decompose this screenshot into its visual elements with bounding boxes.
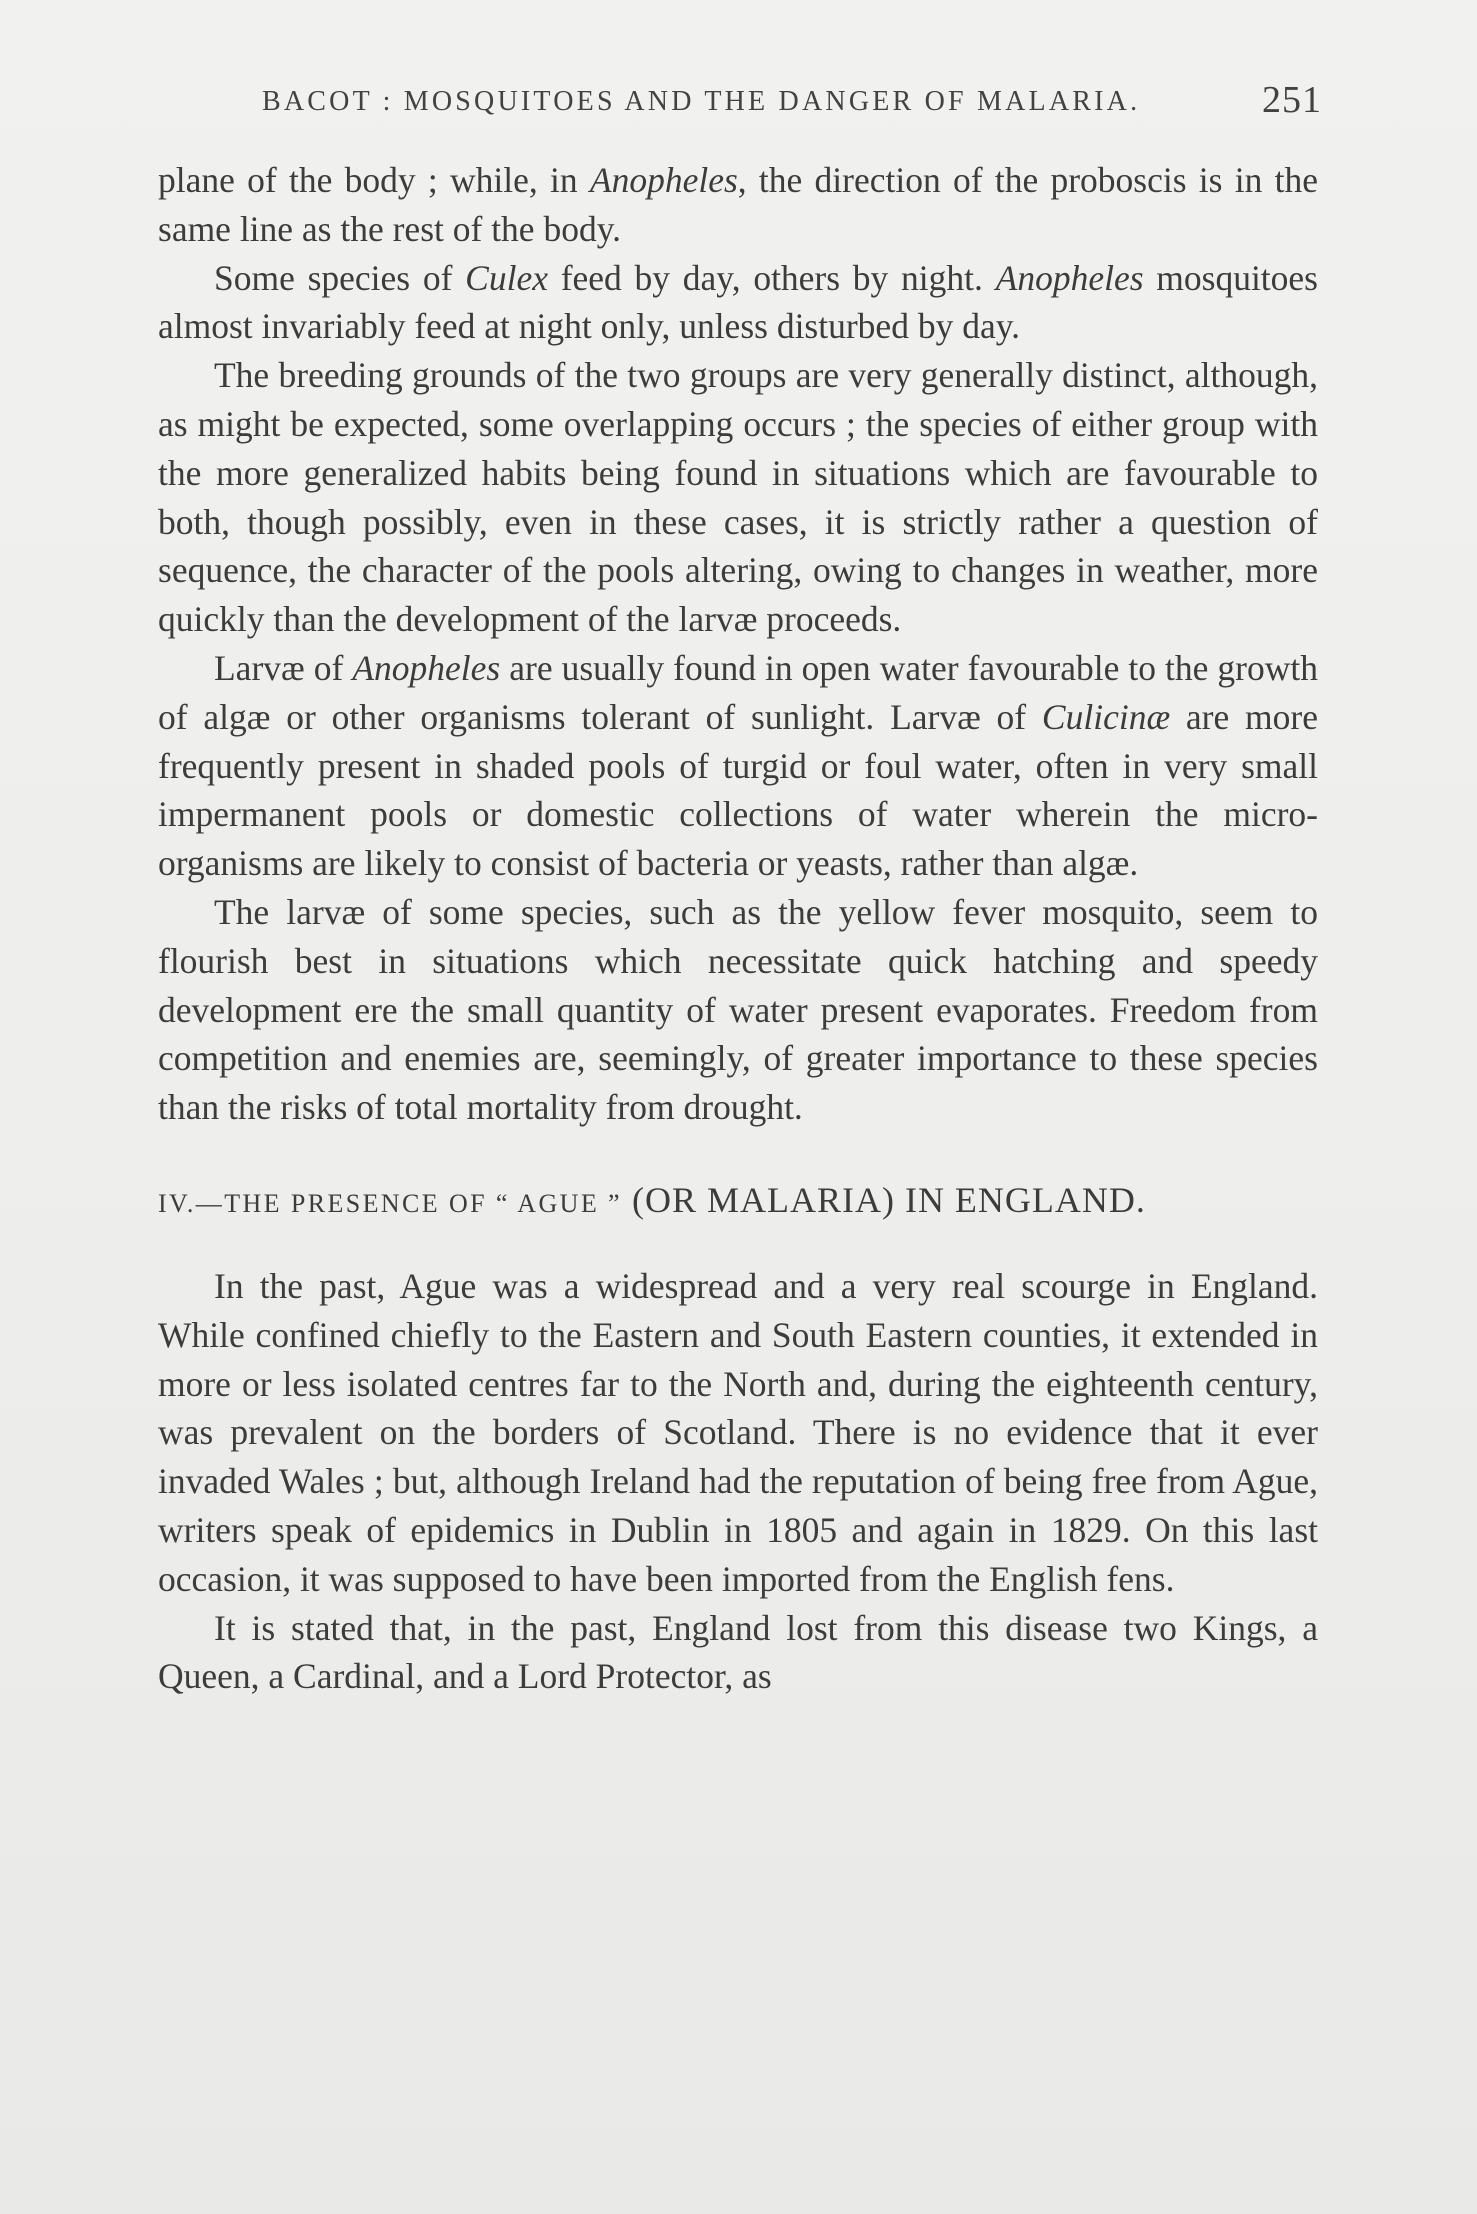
paragraph-continuation: [158, 156, 1318, 254]
paragraph-feeding-habits: [158, 254, 1318, 352]
genus-name: Culex: [465, 257, 548, 298]
genus-name: Anopheles: [995, 257, 1144, 298]
text-run: Some species of: [214, 257, 466, 298]
text-run: are usually found in open water favourable to the growth of algæ or other organisms tolerant of sunlight. Larvæ of: [158, 647, 1318, 737]
paragraph-yellow-fever: The larvæ of some species, such as the yellow fever mosquito, seem to flourish best in situations which necessitate quick hatching and speedy development ere the small quantity of water present evaporates. Freedom from competition and enemies are, seemingly, of greater importance to these species than the risks of total mortality from drought.: [158, 891, 1318, 1128]
text-run: Larvæ of: [214, 647, 353, 688]
text-run: mosquitoes almost invariably feed at night only, unless disturbed by day.: [158, 257, 1318, 347]
paragraph-ague-history: In the past, Ague was a widespread and a very real scourge in England. While confined chiefly to the Eastern and South Eastern counties, it extended in more or less isolated centres far to the North and, during the eighteenth century, was prevalent on the borders of Scotland. There is no evidence that it ever invaded Wales ; but, although Ireland had the reputation of being free from Ague, writers speak of epidemics in Dublin in 1805 and again in 1829. On this last occasion, it was supposed to have been imported from the English fens.: [158, 1265, 1318, 1599]
section-title-part: (OR MALARIA) IN ENGLAND.: [621, 1179, 1146, 1220]
body-text: [158, 156, 1318, 1701]
text-run: plane of the body ; while, in: [158, 160, 590, 200]
section-number: IV.: [158, 1188, 196, 1218]
running-header: [262, 78, 1322, 128]
paragraph-royal-deaths: It is stated that, in the past, England lost from this disease two Kings, a Queen, a Cardinal, and a Lord Protector, as: [158, 1607, 1318, 1697]
section-title-quoted: “ AGUE ”: [495, 1188, 622, 1218]
text-run: are more frequently present in shaded pools of turgid or foul water, often in very small impermanent pools or domestic collections of water wherein the micro-organisms are likely to consist of bacteria or yeasts, rather than algæ.: [158, 696, 1318, 884]
section-title-part: THE PRESENCE OF: [224, 1188, 496, 1218]
section-dash: —: [195, 1188, 225, 1218]
paragraph-breeding-grounds: The breeding grounds of the two groups are very generally distinct, although, as might be expected, some overlapping occurs ; the species of either group with the more generalized habits being found in situations which are favourable to both, though possibly, even in these cases, it is strictly rather a question of sequence, the character of the pools altering, owing to changes in weather, more quickly than the development of the larvæ proceeds.: [158, 355, 1318, 640]
page-number: 251: [1262, 79, 1322, 121]
running-title: BACOT : MOSQUITOES AND THE DANGER OF MALARIA.: [262, 86, 1141, 117]
genus-name: Anopheles: [589, 160, 738, 200]
text-run: , the direction of the proboscis is in the same line as the rest of the body.: [158, 160, 1318, 249]
text-run: feed by day, others by night.: [547, 257, 996, 298]
subfamily-name: Culicinæ: [1041, 696, 1171, 737]
genus-name: Anopheles: [352, 647, 501, 688]
paragraph-larvae-habitat: [158, 644, 1318, 888]
section-heading: [158, 1180, 1318, 1224]
